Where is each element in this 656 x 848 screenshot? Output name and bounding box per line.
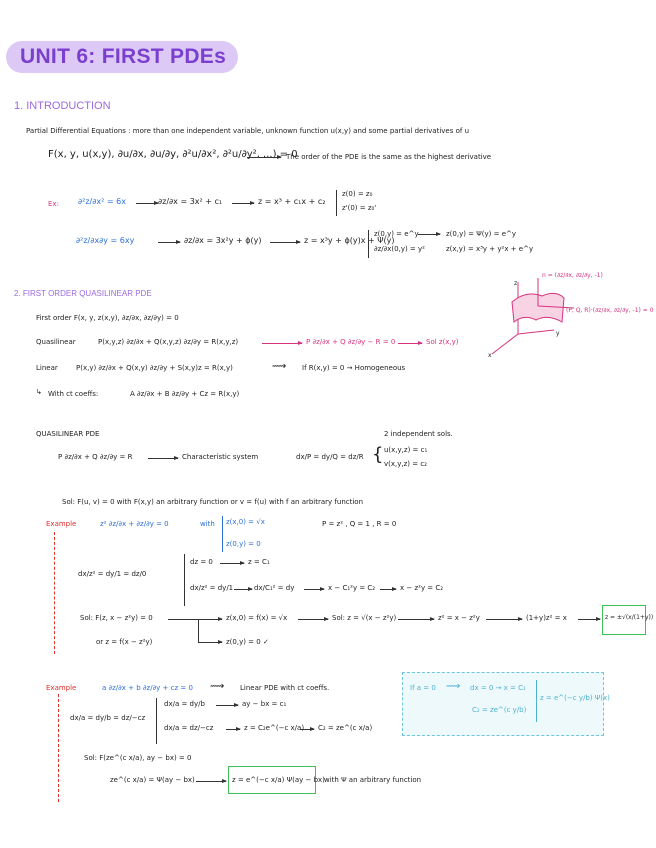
quasilinear-heading: QUASILINEAR PDE xyxy=(36,430,100,438)
example2-answer: z = e^(−c x/a) Ψ(ay − bx) xyxy=(232,776,325,784)
example2-note: Linear PDE with ct coeffs. xyxy=(240,684,330,692)
example2-sol2: ze^(c x/a) = Ψ(ay − bx) xyxy=(110,776,195,784)
ex1-cond1: z(0) = z₀ xyxy=(342,190,373,198)
example2-char: dx/a = dy/b = dz/−cz xyxy=(70,714,146,722)
example2-s1: dx/a = dy/b xyxy=(164,700,205,708)
case-dx: dx = 0 → x = C₁ xyxy=(470,684,526,692)
arrow xyxy=(148,458,178,459)
arrow xyxy=(136,203,158,204)
arrow xyxy=(168,619,222,620)
quasilinear-dot: P ∂z/∂x + Q ∂z/∂y − R = 0 xyxy=(306,338,396,346)
example-margin-line xyxy=(54,532,55,654)
ex-label: Ex: xyxy=(48,200,59,208)
page-title: UNIT 6: FIRST PDEs xyxy=(20,45,227,68)
case-if: If a = 0 xyxy=(410,684,436,692)
ex2-result1: z(0,y) = Ψ(y) = e^y xyxy=(446,230,517,238)
charsys-equation: P ∂z/∂x + Q ∂z/∂y = R xyxy=(58,453,133,461)
example2-s2-result: z = C₂e^(−c x/a) xyxy=(244,724,305,732)
example1-sol3: z² = x − z²y xyxy=(438,614,480,622)
quasilinear-equation: P(x,y,z) ∂z/∂x + Q(x,y,z) ∂z/∂y = R(x,y,z) xyxy=(98,338,239,346)
solution-v: v(x,y,z) = c₂ xyxy=(384,460,427,468)
example1-sol-cond: z(x,0) = f(x) = √x xyxy=(226,614,288,622)
squiggle-arrow: ⟿ xyxy=(446,681,461,692)
example1-char: dx/z² = dy/1 = dz/0 xyxy=(78,570,147,578)
example1-with: with xyxy=(200,520,215,528)
example1-s2-result2: x − z²y = C₂ xyxy=(400,584,444,592)
order-note: The order of the PDE is the same as the highest derivative xyxy=(286,153,492,161)
independent-sols: 2 independent sols. xyxy=(384,430,453,438)
section-introduction: 1. INTRODUCTION xyxy=(14,100,111,112)
example2-equation: a ∂z/∂x + b ∂z/∂y + cz = 0 xyxy=(102,684,193,692)
system-bar xyxy=(156,698,157,744)
example1-s1-result: z = C₁ xyxy=(248,558,270,566)
example1-cond2: z(0,y) = 0 xyxy=(226,540,261,548)
squiggle-arrow: ⟿ xyxy=(210,681,225,692)
condition-bar xyxy=(222,516,223,552)
ex2-equation: ∂²z/∂x∂y = 6xy xyxy=(76,236,135,245)
example1-sol2: Sol: z = √(x − z²y) xyxy=(332,614,397,622)
example2-s2: dx/a = dz/−cz xyxy=(164,724,214,732)
condition-bar xyxy=(368,230,369,258)
example1-s2: dx/z² = dy/1 xyxy=(190,584,234,592)
arrow xyxy=(158,242,180,243)
axis-y-line xyxy=(518,330,554,334)
linear-equation: P(x,y) ∂z/∂x + Q(x,y) ∂z/∂y + S(x,y)z = R(x,y) xyxy=(76,364,233,372)
arrow xyxy=(226,729,240,730)
case-box xyxy=(402,672,604,736)
example-margin-line xyxy=(58,694,59,802)
example1-equation: z² ∂z/∂x + ∂z/∂y = 0 xyxy=(100,520,169,528)
arrow xyxy=(247,157,281,158)
arrow xyxy=(578,619,600,620)
example-label: Example xyxy=(46,684,77,692)
quasilinear-sol: Sol z(x,y) xyxy=(426,338,459,346)
arrow xyxy=(380,589,396,590)
example1-sol4: (1+y)z² = x xyxy=(526,614,567,622)
example1-or: or z = f(x − z²y) xyxy=(96,638,153,646)
surface-diagram xyxy=(484,268,656,360)
arrow xyxy=(196,781,226,782)
example1-cond1: z(x,0) = √x xyxy=(226,518,265,526)
ex2-step1: ∂z/∂x = 3x²y + ϕ(y) xyxy=(184,236,262,245)
ex1-step1: ∂z/∂x = 3x² + c₁ xyxy=(158,197,223,206)
general-form: F(x, y, u(x,y), ∂u/∂x, ∂u/∂y, ∂²u/∂x², ∂²u/∂y², ...) = 0 xyxy=(48,149,298,160)
example2-s1-result: ay − bx = c₁ xyxy=(242,700,287,708)
ex1-equation: ∂²z/∂x² = 6x xyxy=(78,197,126,206)
example1-sol: Sol: F(z, x − z²y) = 0 xyxy=(80,614,153,622)
case-result: z = e^(−c y/b) Ψ(x) xyxy=(540,694,610,702)
linear-label: Linear xyxy=(36,364,58,372)
arrow xyxy=(216,705,238,706)
axis-x-label: x xyxy=(488,352,492,359)
brace: { xyxy=(372,444,384,465)
arrow xyxy=(198,642,222,643)
arrow xyxy=(304,589,324,590)
example1-check: z(0,y) = 0 ✓ xyxy=(226,638,269,646)
branch-bar xyxy=(198,620,199,642)
ex2-cond2: ∂z/∂x(0,y) = y² xyxy=(374,245,425,253)
section-quasilinear: 2. FIRST ORDER QUASILINEAR PDE xyxy=(14,289,152,298)
arrow xyxy=(232,203,254,204)
pde-definition: Partial Differential Equations : more than one independent variable, unknown function u(x,y) and some partial derivatives of u xyxy=(26,127,470,135)
const-coeffs-label: With ct coeffs: xyxy=(48,390,99,398)
condition-bar xyxy=(336,190,337,216)
arrow xyxy=(300,729,314,730)
normal-label: n = (∂z/∂x, ∂z/∂y, -1) xyxy=(542,272,603,279)
arrow xyxy=(398,343,422,344)
branch-arrow: ↳ xyxy=(36,388,42,396)
example2-answer-note: with Ψ an arbitrary function xyxy=(324,776,422,784)
charsys: dx/P = dy/Q = dz/R xyxy=(296,453,364,461)
axis-x-line xyxy=(492,334,518,354)
squiggle-arrow: ⟿ xyxy=(272,361,287,372)
example1-pqr: P = z² , Q = 1 , R = 0 xyxy=(322,520,397,528)
example-label: Example xyxy=(46,520,77,528)
general-solution: Sol: F(u, v) = 0 with F(x,y) an arbitrary function or v = f(u) with f an arbitrary function xyxy=(62,498,364,506)
arrow xyxy=(418,234,440,235)
ex2-cond1: z(0,y) = e^y xyxy=(374,230,419,238)
axis-y-label: y xyxy=(556,330,560,337)
arrow xyxy=(486,619,522,620)
example1-s2b: dx/C₁² = dy xyxy=(254,584,295,592)
example2-s2-result2: C₂ = ze^(c x/a) xyxy=(318,724,373,732)
ex1-step2: z = x³ + c₁x + c₂ xyxy=(258,197,326,206)
arrow xyxy=(220,563,244,564)
ex1-cond2: z'(0) = z₀' xyxy=(342,204,377,212)
const-coeffs-equation: A ∂z/∂x + B ∂z/∂y + Cz = R(x,y) xyxy=(130,390,240,398)
ex2-result2: z(x,y) = x³y + y²x + e^y xyxy=(446,245,534,253)
case-c2: C₂ = ze^(c y/b) xyxy=(472,706,527,714)
homogeneous-note: If R(x,y) = 0 → Homogeneous xyxy=(302,364,406,372)
case-bar xyxy=(536,680,537,722)
arrow xyxy=(270,242,300,243)
example1-s1: dz = 0 xyxy=(190,558,213,566)
solution-u: u(x,y,z) = c₁ xyxy=(384,446,428,454)
example1-answer: z = ±√(x/(1+y)) xyxy=(605,614,654,621)
example1-s2-result: x − C₁²y = C₂ xyxy=(328,584,376,592)
ex2-step2: z = x³y + ϕ(y)x + Ψ(y) xyxy=(304,236,395,245)
system-bar xyxy=(184,554,185,606)
first-order-form: First order F(x, y, z(x,y), ∂z/∂x, ∂z/∂y) = 0 xyxy=(36,314,179,322)
charsys-label: Characteristic system xyxy=(182,453,259,461)
axis-z-label: z xyxy=(514,280,518,287)
arrow xyxy=(298,619,328,620)
example2-sol: Sol: F(ze^(c x/a), ay − bx) = 0 xyxy=(84,754,192,762)
dot-product-label: (P, Q, R)·(∂z/∂x, ∂z/∂y, -1) = 0 xyxy=(566,307,654,314)
arrow xyxy=(234,589,252,590)
quasilinear-label: Quasilinear xyxy=(36,338,76,346)
arrow xyxy=(262,343,302,344)
arrow xyxy=(398,619,434,620)
